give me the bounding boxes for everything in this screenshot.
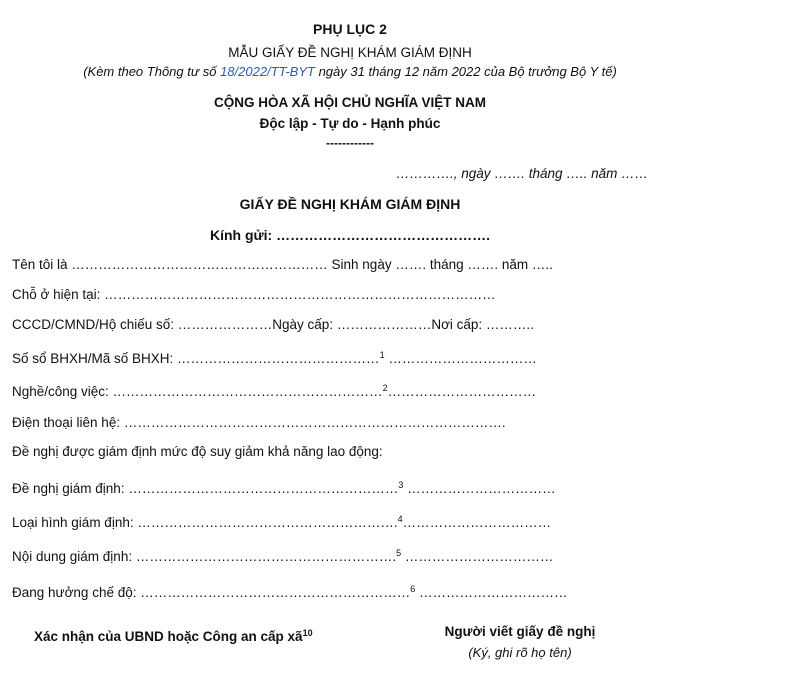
circular-link[interactable]: 18/2022/TT-BYT [220,64,315,79]
benefit-line [12,585,568,600]
document-title: GIẤY ĐỀ NGHỊ KHÁM GIÁM ĐỊNH [239,196,461,212]
writer-heading: Người viết giấy đề nghị [444,624,596,639]
residence-line: Chỗ ở hiện tại: …………………………………………………………………………… [12,287,496,302]
benefit-label: Đang hưởng chế độ: …………………………………………………… [12,585,411,600]
date-line: …………., ngày ……. tháng ….. năm …… [396,166,649,181]
appendix-title: PHỤ LỤC 2 [313,21,387,37]
content-line [12,549,553,564]
type-line [12,515,551,530]
phone-line: Điện thoại liên hệ: …………………………………………………………………………. [12,415,506,430]
form-title: MẪU GIẤY ĐỀ NGHỊ KHÁM GIÁM ĐỊNH [228,45,472,60]
confirmation-heading [34,629,313,644]
nation-name: CỘNG HÒA XÃ HỘI CHỦ NGHĨA VIỆT NAM [213,95,486,110]
id-line: CCCD/CMND/Hộ chiếu số: …………………Ngày cấp: …………………Nơi cấp: ……….. [12,317,534,332]
footnote-marker: 2 [382,383,388,393]
request-label: Đề nghị giám định: …………………………………………………… [12,481,399,496]
motto-divider: ------------ [326,136,374,150]
attached-prefix: (Kèm theo Thông tư số [83,64,221,79]
benefit-tail: …………………………… [415,585,568,600]
request-tail: …………………………… [403,481,556,496]
footnote-marker: 3 [398,480,404,490]
footnote-marker: 4 [397,514,403,524]
type-label: Loại hình giám định: …………………………………………………. [12,515,398,530]
occupation-line [12,384,536,399]
addressee-line: Kính gửi: ………………………………………. [209,227,490,243]
occupation-label: Nghề/công việc: …………………………………………………… [12,384,383,399]
attached-note [0,64,700,79]
writer-hint: (Ký, ghi rõ họ tên) [468,645,572,660]
request-line [12,481,556,496]
footnote-marker: 1 [379,350,385,360]
national-motto: Độc lập - Tự do - Hạnh phúc [259,116,441,131]
attached-suffix: ngày 31 tháng 12 năm 2022 của Bộ trưởng Bộ Y tế) [314,64,617,79]
footnote-marker: 5 [396,548,402,558]
content-label: Nội dung giám định: …………………………………………………. [12,549,397,564]
content-tail: …………………………… [401,549,554,564]
name-line: Tên tôi là ………………………………………………… Sinh ngày ……. tháng ……. năm ….. [12,257,553,272]
request-intro: Đề nghị được giám định mức độ suy giảm khả năng lao động: [12,444,383,459]
footnote-marker: 10 [302,628,313,638]
confirmation-label: Xác nhận của UBND hoặc Công an cấp xã [34,629,303,644]
insurance-label: Số sổ BHXH/Mã số BHXH: ……………………………………… [12,351,380,366]
insurance-line [12,351,537,366]
insurance-tail: …………………………… [384,351,537,366]
occupation-tail: …………………………… [387,384,537,399]
footnote-marker: 6 [410,584,416,594]
type-tail: …………………………… [402,515,552,530]
